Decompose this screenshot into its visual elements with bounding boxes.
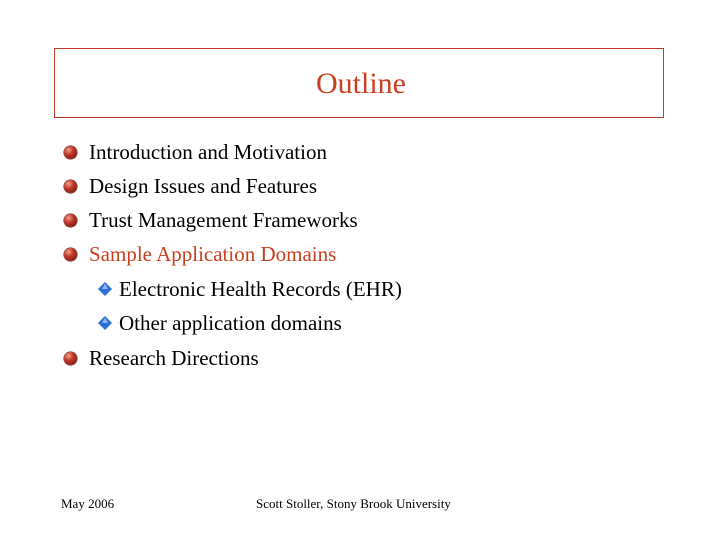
red-ball-bullet-icon [64,248,77,261]
red-ball-bullet-icon [64,180,77,193]
outline-item-label: Research Directions [89,346,259,370]
red-ball-bullet-icon [64,352,77,365]
blue-diamond-bullet-icon [98,316,112,330]
title-box [54,48,664,118]
outline-item-label: Introduction and Motivation [89,140,327,164]
outline-item-label: Design Issues and Features [89,174,318,198]
outline-subitem-label: Other application domains [119,311,342,335]
footer-author: Scott Stoller, Stony Brook University [256,496,451,511]
red-ball-bullet-icon [64,214,77,227]
red-ball-bullet-icon [64,146,77,159]
footer-date: May 2006 [61,496,115,511]
outline-subitem-label: Electronic Health Records (EHR) [119,277,402,301]
outline-item-label: Sample Application Domains [89,242,337,266]
outline-item-label: Trust Management Frameworks [89,208,358,232]
slide-title: Outline [316,67,406,100]
blue-diamond-bullet-icon [98,282,112,296]
